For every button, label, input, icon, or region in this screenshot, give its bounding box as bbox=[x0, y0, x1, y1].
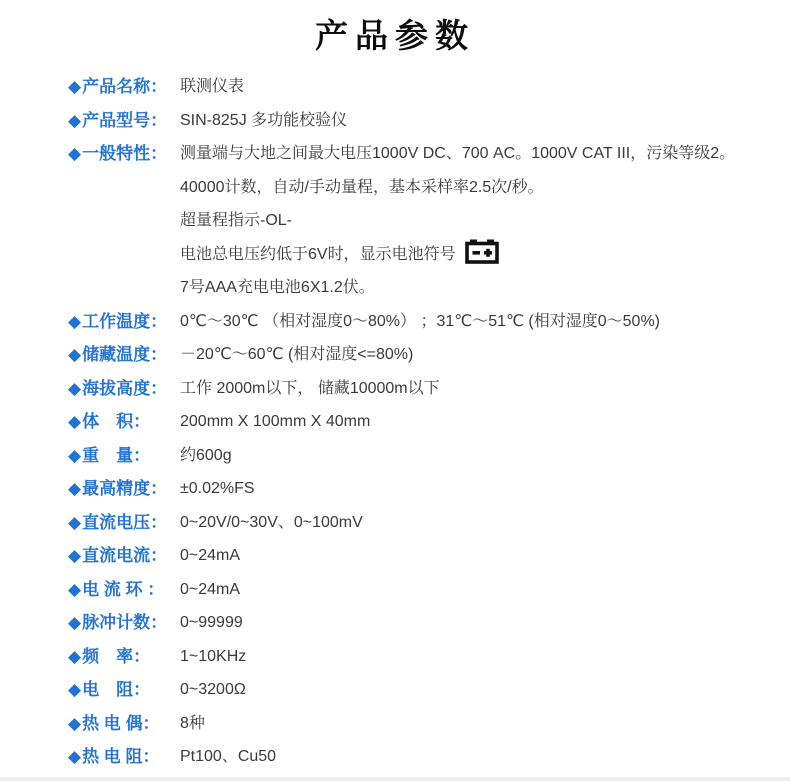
parameter-list bbox=[68, 70, 770, 774]
param-label bbox=[68, 673, 180, 707]
param-label bbox=[68, 506, 180, 540]
param-row-frequency bbox=[68, 640, 770, 674]
battery-icon bbox=[465, 239, 499, 264]
param-value: －20℃～60℃ (相对湿度<=80%) bbox=[180, 346, 414, 363]
param-row-resistance bbox=[68, 673, 770, 707]
param-label bbox=[68, 70, 180, 104]
param-value: 约600g bbox=[180, 446, 232, 464]
section-divider bbox=[0, 777, 790, 781]
param-row-rtd bbox=[68, 740, 770, 774]
param-value: 200mm X 100mm X 40mm bbox=[180, 413, 371, 430]
param-label-text: 储藏温度： bbox=[82, 345, 168, 364]
param-label-text: 海拔高度： bbox=[82, 378, 168, 398]
feature-line-text: 电池总电压约低于6V时，显示电池符号 bbox=[180, 245, 456, 263]
param-label bbox=[68, 740, 180, 774]
param-value: ±0.02%FS bbox=[180, 480, 255, 497]
param-label bbox=[68, 707, 180, 741]
param-label bbox=[68, 104, 180, 138]
diamond-bullet-icon: ◆ bbox=[68, 579, 82, 599]
general-features-block bbox=[180, 137, 735, 305]
param-row-altitude bbox=[68, 372, 770, 406]
param-label bbox=[68, 472, 180, 506]
param-row-weight bbox=[68, 439, 770, 473]
diamond-bullet-icon: ◆ bbox=[68, 680, 82, 699]
diamond-bullet-icon: ◆ bbox=[68, 445, 82, 465]
param-label-text: 体 积： bbox=[82, 412, 151, 431]
param-value: 0~24mA bbox=[180, 547, 241, 564]
param-value: 0~24mA bbox=[180, 580, 241, 598]
param-label bbox=[68, 305, 180, 339]
param-label-text: 最高精度： bbox=[82, 479, 168, 498]
diamond-bullet-icon: ◆ bbox=[68, 646, 82, 666]
param-value: 0℃～30℃ （相对湿度0～80%） ；31℃～51℃ (相对湿度0～50%) bbox=[180, 312, 661, 330]
page-title: 产品参数 bbox=[315, 17, 475, 54]
param-label bbox=[68, 405, 180, 439]
diamond-bullet-icon: ◆ bbox=[68, 713, 82, 733]
param-row-max-accuracy bbox=[68, 472, 770, 506]
diamond-bullet-icon: ◆ bbox=[68, 144, 82, 163]
diamond-bullet-icon: ◆ bbox=[68, 345, 82, 364]
param-label-text: 热 电 偶： bbox=[82, 713, 160, 733]
param-row-general-features bbox=[68, 137, 770, 305]
param-label-text: 工作温度： bbox=[82, 311, 168, 331]
param-row-operating-temp bbox=[68, 305, 770, 339]
feature-line: 超量程指示-OL- bbox=[180, 212, 293, 229]
feature-line: 7号AAA充电电池6X1.2伏。 bbox=[180, 279, 375, 296]
param-label-text: 电 阻： bbox=[82, 680, 151, 699]
param-label-text: 产品名称： bbox=[82, 77, 168, 96]
param-value: 0~20V/0~30V、0~100mV bbox=[180, 513, 363, 531]
param-row-storage-temp bbox=[68, 338, 770, 372]
param-value: SIN-825J 多功能校验仪 bbox=[180, 111, 348, 129]
param-label bbox=[68, 137, 180, 171]
param-label-text: 重 量： bbox=[82, 445, 151, 465]
diamond-bullet-icon: ◆ bbox=[68, 110, 82, 130]
param-value: 0~99999 bbox=[180, 614, 243, 631]
param-label bbox=[68, 606, 180, 640]
param-label-text: 直流电压： bbox=[82, 512, 168, 532]
param-row-pulse-count bbox=[68, 606, 770, 640]
param-value: 8种 bbox=[180, 714, 205, 732]
diamond-bullet-icon: ◆ bbox=[68, 512, 82, 532]
param-label-text: 热 电 阻： bbox=[82, 747, 160, 766]
param-row-current-loop bbox=[68, 573, 770, 607]
diamond-bullet-icon: ◆ bbox=[68, 311, 82, 331]
param-label-text: 产品型号： bbox=[82, 110, 168, 130]
param-label-text: 一般特性： bbox=[82, 144, 168, 163]
param-label-text: 脉冲计数： bbox=[82, 613, 168, 632]
param-value: Pt100、Cu50 bbox=[180, 748, 277, 765]
param-label bbox=[68, 338, 180, 372]
feature-line: 测量端与大地之间最大电压1000V DC、700 AC。1000V CAT III，污染等级2。 bbox=[180, 145, 736, 162]
diamond-bullet-icon: ◆ bbox=[68, 747, 82, 766]
param-value: 工作 2000m以下， 储藏10000m以下 bbox=[180, 379, 440, 397]
diamond-bullet-icon: ◆ bbox=[68, 613, 82, 632]
param-label-text: 频 率： bbox=[82, 646, 151, 666]
param-value: 联测仪表 bbox=[180, 78, 245, 95]
diamond-bullet-icon: ◆ bbox=[68, 412, 82, 431]
param-row-size bbox=[68, 405, 770, 439]
diamond-bullet-icon: ◆ bbox=[68, 77, 82, 96]
param-label-text: 直流电流： bbox=[82, 546, 168, 565]
param-label bbox=[68, 372, 180, 406]
param-label bbox=[68, 640, 180, 674]
diamond-bullet-icon: ◆ bbox=[68, 378, 82, 398]
param-row-dc-voltage bbox=[68, 506, 770, 540]
param-label-text: 电 流 环 ： bbox=[82, 579, 165, 599]
param-row-product-model bbox=[68, 104, 770, 138]
feature-line-battery bbox=[180, 238, 735, 272]
param-value: 1~10KHz bbox=[180, 647, 247, 665]
param-label bbox=[68, 539, 180, 573]
diamond-bullet-icon: ◆ bbox=[68, 479, 82, 498]
param-row-thermocouple bbox=[68, 707, 770, 741]
feature-line: 40000计数，自动/手动量程，基本采样率2.5次/秒。 bbox=[180, 178, 544, 196]
param-row-product-name bbox=[68, 70, 770, 104]
param-row-dc-current bbox=[68, 539, 770, 573]
param-label bbox=[68, 439, 180, 473]
param-label bbox=[68, 573, 180, 607]
diamond-bullet-icon: ◆ bbox=[68, 546, 82, 565]
param-value: 0~3200Ω bbox=[180, 681, 246, 698]
